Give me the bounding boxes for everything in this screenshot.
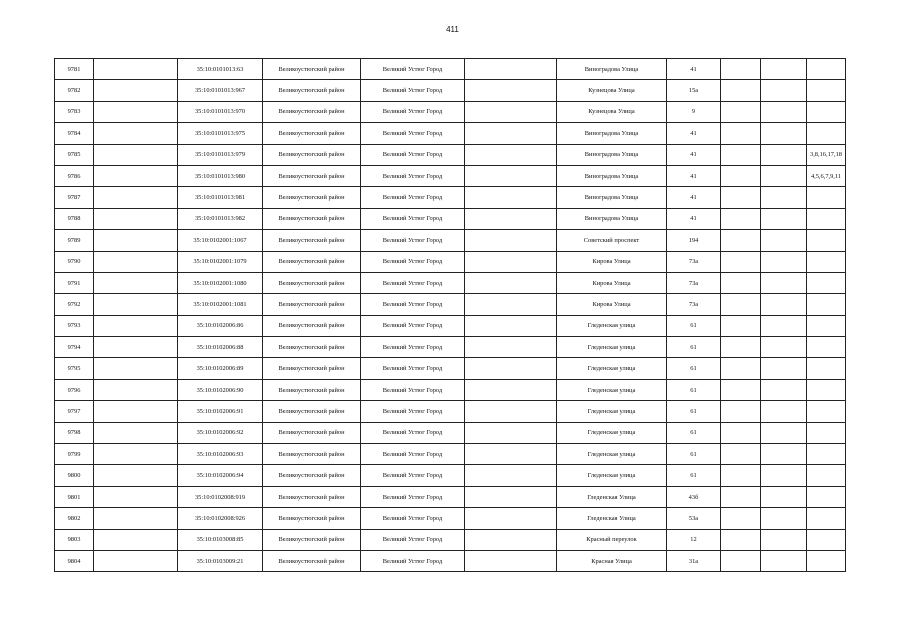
empty-cell (465, 550, 557, 571)
empty-cell (94, 379, 178, 400)
row-number-cell: 9785 (55, 144, 94, 165)
cadastral-number-cell: 35:10:0101013:980 (178, 165, 263, 186)
apartments-cell (807, 230, 846, 251)
street-cell: Советский проспект (557, 230, 667, 251)
district-cell: Великоустюгский район (263, 187, 361, 208)
empty-cell (94, 144, 178, 165)
street-cell: Гледенская Улица (557, 486, 667, 507)
street-cell: Гледенская улица (557, 465, 667, 486)
empty-cell (465, 401, 557, 422)
row-number-cell: 9803 (55, 529, 94, 550)
apartments-cell (807, 465, 846, 486)
table-row (55, 486, 846, 507)
district-cell: Великоустюгский район (263, 208, 361, 229)
district-cell: Великоустюгский район (263, 529, 361, 550)
empty-cell (94, 422, 178, 443)
settlement-cell: Великий Устюг Город (361, 144, 465, 165)
settlement-cell: Великий Устюг Город (361, 165, 465, 186)
street-cell: Виноградова Улица (557, 123, 667, 144)
street-cell: Кирова Улица (557, 294, 667, 315)
empty-cell (721, 422, 761, 443)
empty-cell (721, 379, 761, 400)
table-row (55, 358, 846, 379)
table-row (55, 272, 846, 293)
table-row (55, 101, 846, 122)
empty-cell (94, 358, 178, 379)
house-number-cell: 61 (667, 358, 721, 379)
apartments-cell (807, 123, 846, 144)
empty-cell (761, 465, 807, 486)
district-cell: Великоустюгский район (263, 251, 361, 272)
street-cell: Гледенская улица (557, 315, 667, 336)
empty-cell (94, 508, 178, 529)
cadastral-number-cell: 35:10:0103009:21 (178, 550, 263, 571)
empty-cell (721, 294, 761, 315)
apartments-cell (807, 101, 846, 122)
district-cell: Великоустюгский район (263, 294, 361, 315)
empty-cell (465, 80, 557, 101)
apartments-cell (807, 358, 846, 379)
empty-cell (721, 59, 761, 80)
house-number-cell: 194 (667, 230, 721, 251)
empty-cell (94, 315, 178, 336)
empty-cell (721, 358, 761, 379)
empty-cell (465, 508, 557, 529)
empty-cell (761, 315, 807, 336)
house-number-cell: 9 (667, 101, 721, 122)
empty-cell (721, 444, 761, 465)
cadastral-number-cell: 35:10:0103008:85 (178, 529, 263, 550)
house-number-cell: 61 (667, 337, 721, 358)
row-number-cell: 9799 (55, 444, 94, 465)
apartments-cell (807, 550, 846, 571)
empty-cell (465, 59, 557, 80)
empty-cell (94, 123, 178, 144)
street-cell: Гледенская Улица (557, 508, 667, 529)
empty-cell (94, 550, 178, 571)
cadastral-number-cell: 35:10:0101013:970 (178, 101, 263, 122)
empty-cell (721, 80, 761, 101)
settlement-cell: Великий Устюг Город (361, 508, 465, 529)
empty-cell (94, 59, 178, 80)
cadastral-number-cell: 35:10:0101013:981 (178, 187, 263, 208)
cadastral-number-cell: 35:10:0102001:1067 (178, 230, 263, 251)
empty-cell (721, 165, 761, 186)
district-cell: Великоустюгский район (263, 80, 361, 101)
table-row (55, 465, 846, 486)
street-cell: Гледенская улица (557, 422, 667, 443)
empty-cell (94, 486, 178, 507)
registry-table-body (55, 59, 846, 572)
empty-cell (465, 101, 557, 122)
street-cell: Виноградова Улица (557, 165, 667, 186)
empty-cell (761, 486, 807, 507)
empty-cell (465, 486, 557, 507)
row-number-cell: 9796 (55, 379, 94, 400)
row-number-cell: 9804 (55, 550, 94, 571)
district-cell: Великоустюгский район (263, 144, 361, 165)
table-row (55, 123, 846, 144)
empty-cell (761, 358, 807, 379)
table-row (55, 337, 846, 358)
table-row (55, 59, 846, 80)
house-number-cell: 73а (667, 294, 721, 315)
street-cell: Виноградова Улица (557, 187, 667, 208)
row-number-cell: 9793 (55, 315, 94, 336)
table-row (55, 508, 846, 529)
cadastral-number-cell: 35:10:0102006:89 (178, 358, 263, 379)
empty-cell (94, 80, 178, 101)
street-cell: Гледенская улица (557, 379, 667, 400)
settlement-cell: Великий Устюг Город (361, 379, 465, 400)
cadastral-number-cell: 35:10:0101013:982 (178, 208, 263, 229)
cadastral-number-cell: 35:10:0102001:1080 (178, 272, 263, 293)
house-number-cell: 41 (667, 59, 721, 80)
empty-cell (721, 230, 761, 251)
empty-cell (761, 187, 807, 208)
empty-cell (721, 123, 761, 144)
empty-cell (465, 379, 557, 400)
district-cell: Великоустюгский район (263, 379, 361, 400)
empty-cell (465, 251, 557, 272)
district-cell: Великоустюгский район (263, 486, 361, 507)
empty-cell (465, 315, 557, 336)
table-row (55, 80, 846, 101)
row-number-cell: 9791 (55, 272, 94, 293)
district-cell: Великоустюгский район (263, 272, 361, 293)
cadastral-number-cell: 35:10:0102006:93 (178, 444, 263, 465)
row-number-cell: 9795 (55, 358, 94, 379)
empty-cell (721, 315, 761, 336)
empty-cell (721, 401, 761, 422)
cadastral-number-cell: 35:10:0102008:926 (178, 508, 263, 529)
empty-cell (721, 529, 761, 550)
empty-cell (94, 272, 178, 293)
apartments-cell (807, 208, 846, 229)
apartments-cell: 3,8,16,17,18 (807, 144, 846, 165)
cadastral-number-cell: 35:10:0101013:967 (178, 80, 263, 101)
cadastral-number-cell: 35:10:0101013:979 (178, 144, 263, 165)
settlement-cell: Великий Устюг Город (361, 187, 465, 208)
cadastral-number-cell: 35:10:0102008:919 (178, 486, 263, 507)
empty-cell (761, 80, 807, 101)
apartments-cell (807, 272, 846, 293)
apartments-cell (807, 379, 846, 400)
empty-cell (761, 272, 807, 293)
empty-cell (721, 508, 761, 529)
empty-cell (465, 358, 557, 379)
empty-cell (94, 230, 178, 251)
street-cell: Красная Улица (557, 550, 667, 571)
table-row (55, 315, 846, 336)
settlement-cell: Великий Устюг Город (361, 80, 465, 101)
empty-cell (761, 165, 807, 186)
street-cell: Гледенская улица (557, 337, 667, 358)
house-number-cell: 31а (667, 550, 721, 571)
table-row (55, 187, 846, 208)
empty-cell (94, 165, 178, 186)
apartments-cell (807, 251, 846, 272)
empty-cell (761, 144, 807, 165)
settlement-cell: Великий Устюг Город (361, 486, 465, 507)
settlement-cell: Великий Устюг Город (361, 550, 465, 571)
district-cell: Великоустюгский район (263, 59, 361, 80)
house-number-cell: 41 (667, 187, 721, 208)
district-cell: Великоустюгский район (263, 358, 361, 379)
district-cell: Великоустюгский район (263, 465, 361, 486)
settlement-cell: Великий Устюг Город (361, 101, 465, 122)
cadastral-number-cell: 35:10:0101013:63 (178, 59, 263, 80)
empty-cell (721, 187, 761, 208)
empty-cell (465, 272, 557, 293)
row-number-cell: 9782 (55, 80, 94, 101)
empty-cell (761, 294, 807, 315)
settlement-cell: Великий Устюг Город (361, 337, 465, 358)
empty-cell (761, 123, 807, 144)
house-number-cell: 73а (667, 272, 721, 293)
row-number-cell: 9794 (55, 337, 94, 358)
street-cell: Красный переулок (557, 529, 667, 550)
house-number-cell: 41 (667, 144, 721, 165)
house-number-cell: 41 (667, 208, 721, 229)
table-row (55, 144, 846, 165)
empty-cell (465, 187, 557, 208)
street-cell: Гледенская улица (557, 358, 667, 379)
empty-cell (721, 144, 761, 165)
house-number-cell: 61 (667, 379, 721, 400)
street-cell: Кирова Улица (557, 251, 667, 272)
empty-cell (721, 337, 761, 358)
empty-cell (761, 208, 807, 229)
empty-cell (721, 550, 761, 571)
row-number-cell: 9783 (55, 101, 94, 122)
house-number-cell: 73а (667, 251, 721, 272)
empty-cell (761, 550, 807, 571)
cadastral-number-cell: 35:10:0102006:91 (178, 401, 263, 422)
house-number-cell: 61 (667, 315, 721, 336)
settlement-cell: Великий Устюг Город (361, 422, 465, 443)
empty-cell (761, 251, 807, 272)
settlement-cell: Великий Устюг Город (361, 230, 465, 251)
apartments-cell (807, 80, 846, 101)
street-cell: Виноградова Улица (557, 144, 667, 165)
table-row (55, 422, 846, 443)
empty-cell (94, 251, 178, 272)
settlement-cell: Великий Устюг Город (361, 294, 465, 315)
empty-cell (465, 529, 557, 550)
empty-cell (761, 101, 807, 122)
row-number-cell: 9798 (55, 422, 94, 443)
cadastral-number-cell: 35:10:0101013:975 (178, 123, 263, 144)
empty-cell (94, 529, 178, 550)
registry-table (54, 58, 846, 572)
district-cell: Великоустюгский район (263, 123, 361, 144)
cadastral-number-cell: 35:10:0102006:94 (178, 465, 263, 486)
empty-cell (761, 444, 807, 465)
empty-cell (721, 208, 761, 229)
table-row (55, 444, 846, 465)
street-cell: Гледенская улица (557, 401, 667, 422)
row-number-cell: 9800 (55, 465, 94, 486)
district-cell: Великоустюгский район (263, 401, 361, 422)
empty-cell (465, 294, 557, 315)
apartments-cell (807, 508, 846, 529)
settlement-cell: Великий Устюг Город (361, 208, 465, 229)
empty-cell (721, 272, 761, 293)
empty-cell (465, 230, 557, 251)
empty-cell (465, 144, 557, 165)
apartments-cell (807, 59, 846, 80)
settlement-cell: Великий Устюг Город (361, 358, 465, 379)
empty-cell (721, 251, 761, 272)
apartments-cell (807, 294, 846, 315)
page-number: 411 (446, 25, 459, 34)
district-cell: Великоустюгский район (263, 230, 361, 251)
empty-cell (465, 123, 557, 144)
district-cell: Великоустюгский район (263, 550, 361, 571)
empty-cell (721, 465, 761, 486)
row-number-cell: 9789 (55, 230, 94, 251)
apartments-cell: 4,5,6,7,9,11 (807, 165, 846, 186)
empty-cell (761, 230, 807, 251)
settlement-cell: Великий Устюг Город (361, 529, 465, 550)
table-row (55, 550, 846, 571)
empty-cell (94, 208, 178, 229)
table-row (55, 294, 846, 315)
row-number-cell: 9784 (55, 123, 94, 144)
apartments-cell (807, 315, 846, 336)
apartments-cell (807, 529, 846, 550)
street-cell: Гледенская улица (557, 444, 667, 465)
apartments-cell (807, 444, 846, 465)
settlement-cell: Великий Устюг Город (361, 59, 465, 80)
settlement-cell: Великий Устюг Город (361, 272, 465, 293)
cadastral-number-cell: 35:10:0102006:90 (178, 379, 263, 400)
empty-cell (761, 401, 807, 422)
empty-cell (94, 401, 178, 422)
house-number-cell: 15а (667, 80, 721, 101)
district-cell: Великоустюгский район (263, 422, 361, 443)
house-number-cell: 41 (667, 165, 721, 186)
row-number-cell: 9788 (55, 208, 94, 229)
street-cell: Виноградова Улица (557, 208, 667, 229)
row-number-cell: 9787 (55, 187, 94, 208)
apartments-cell (807, 401, 846, 422)
district-cell: Великоустюгский район (263, 315, 361, 336)
empty-cell (94, 465, 178, 486)
street-cell: Кузнецова Улица (557, 101, 667, 122)
district-cell: Великоустюгский район (263, 508, 361, 529)
empty-cell (761, 529, 807, 550)
empty-cell (465, 444, 557, 465)
street-cell: Виноградова Улица (557, 59, 667, 80)
settlement-cell: Великий Устюг Город (361, 401, 465, 422)
house-number-cell: 61 (667, 422, 721, 443)
cadastral-number-cell: 35:10:0102001:1079 (178, 251, 263, 272)
house-number-cell: 61 (667, 401, 721, 422)
empty-cell (761, 508, 807, 529)
house-number-cell: 12 (667, 529, 721, 550)
apartments-cell (807, 337, 846, 358)
empty-cell (721, 101, 761, 122)
row-number-cell: 9801 (55, 486, 94, 507)
row-number-cell: 9790 (55, 251, 94, 272)
table-row (55, 165, 846, 186)
house-number-cell: 41 (667, 123, 721, 144)
district-cell: Великоустюгский район (263, 444, 361, 465)
empty-cell (94, 294, 178, 315)
row-number-cell: 9781 (55, 59, 94, 80)
empty-cell (761, 379, 807, 400)
cadastral-number-cell: 35:10:0102006:92 (178, 422, 263, 443)
row-number-cell: 9797 (55, 401, 94, 422)
table-row (55, 401, 846, 422)
house-number-cell: 43б (667, 486, 721, 507)
apartments-cell (807, 486, 846, 507)
apartments-cell (807, 187, 846, 208)
empty-cell (761, 422, 807, 443)
table-row (55, 251, 846, 272)
cadastral-number-cell: 35:10:0102006:86 (178, 315, 263, 336)
house-number-cell: 61 (667, 465, 721, 486)
settlement-cell: Великий Устюг Город (361, 123, 465, 144)
district-cell: Великоустюгский район (263, 101, 361, 122)
table-row (55, 208, 846, 229)
apartments-cell (807, 422, 846, 443)
table-row (55, 529, 846, 550)
house-number-cell: 61 (667, 444, 721, 465)
cadastral-number-cell: 35:10:0102001:1081 (178, 294, 263, 315)
settlement-cell: Великий Устюг Город (361, 444, 465, 465)
house-number-cell: 53а (667, 508, 721, 529)
empty-cell (465, 465, 557, 486)
empty-cell (721, 486, 761, 507)
district-cell: Великоустюгский район (263, 165, 361, 186)
table-row (55, 230, 846, 251)
settlement-cell: Великий Устюг Город (361, 465, 465, 486)
empty-cell (761, 59, 807, 80)
settlement-cell: Великий Устюг Город (361, 315, 465, 336)
empty-cell (94, 187, 178, 208)
row-number-cell: 9792 (55, 294, 94, 315)
street-cell: Кузнецова Улица (557, 80, 667, 101)
empty-cell (94, 101, 178, 122)
empty-cell (94, 337, 178, 358)
empty-cell (465, 208, 557, 229)
empty-cell (465, 337, 557, 358)
empty-cell (761, 337, 807, 358)
cadastral-number-cell: 35:10:0102006:88 (178, 337, 263, 358)
district-cell: Великоустюгский район (263, 337, 361, 358)
settlement-cell: Великий Устюг Город (361, 251, 465, 272)
row-number-cell: 9786 (55, 165, 94, 186)
empty-cell (94, 444, 178, 465)
empty-cell (465, 165, 557, 186)
empty-cell (465, 422, 557, 443)
street-cell: Кирова Улица (557, 272, 667, 293)
table-row (55, 379, 846, 400)
row-number-cell: 9802 (55, 508, 94, 529)
